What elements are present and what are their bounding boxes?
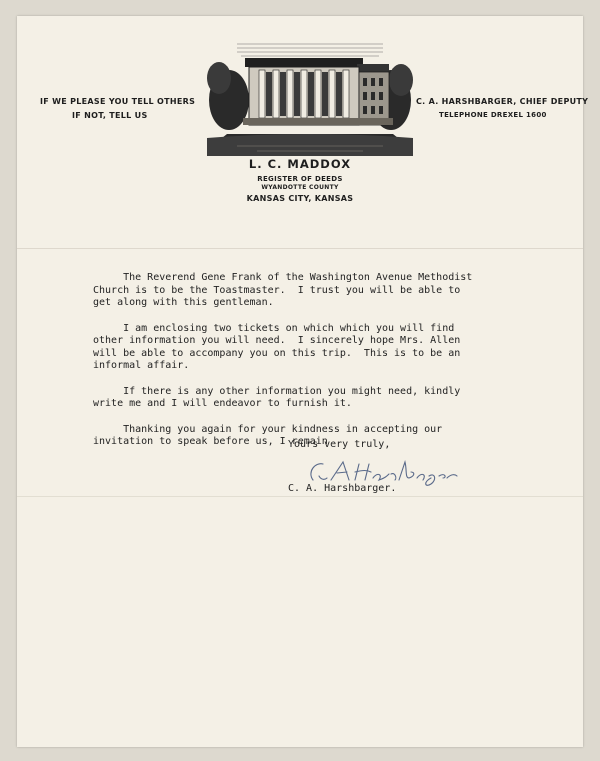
chief-deputy: C. A. HARSHBARGER, CHIEF DEPUTY — [416, 97, 589, 106]
paragraph-information: If there is any other information you might need, kindly write me and I will endeavor to furnish it. — [93, 385, 461, 409]
telephone: TELEPHONE DREXEL 1600 — [439, 111, 547, 119]
courthouse-engraving-icon — [207, 38, 413, 156]
paragraph-tickets: I am enclosing two tickets on which which you will find other information you will need. I sincerely hope Mrs. Allen will be able to accompany you on this trip. This is to be an informal affair. — [93, 322, 461, 371]
letter-body — [93, 272, 563, 462]
office-county: WYANDOTTE COUNTY — [261, 184, 339, 191]
paragraph-toastmaster: The Reverend Gene Frank of the Washington Avenue Methodist Church is to be the Toastmaster. I trust you will be able to get along with this gentleman. — [93, 272, 473, 308]
fold-line-lower — [17, 496, 583, 497]
paragraph-thanks: Thanking you again for your kindness in accepting our invitation to speak before us, I remain — [93, 423, 443, 447]
office-holder-name: L. C. MADDOX — [248, 157, 352, 171]
office-title: REGISTER OF DEEDS — [257, 175, 343, 183]
slogan-line-2: IF NOT, TELL US — [72, 111, 148, 120]
fold-line — [17, 248, 583, 249]
office-city: KANSAS CITY, KANSAS — [246, 194, 354, 203]
closing: Yours very truly, — [288, 439, 391, 450]
slogan-line-1: IF WE PLEASE YOU TELL OTHERS — [40, 97, 196, 106]
letter-paper — [17, 16, 589, 747]
typed-signature-name: C. A. Harshbarger. — [288, 483, 397, 494]
